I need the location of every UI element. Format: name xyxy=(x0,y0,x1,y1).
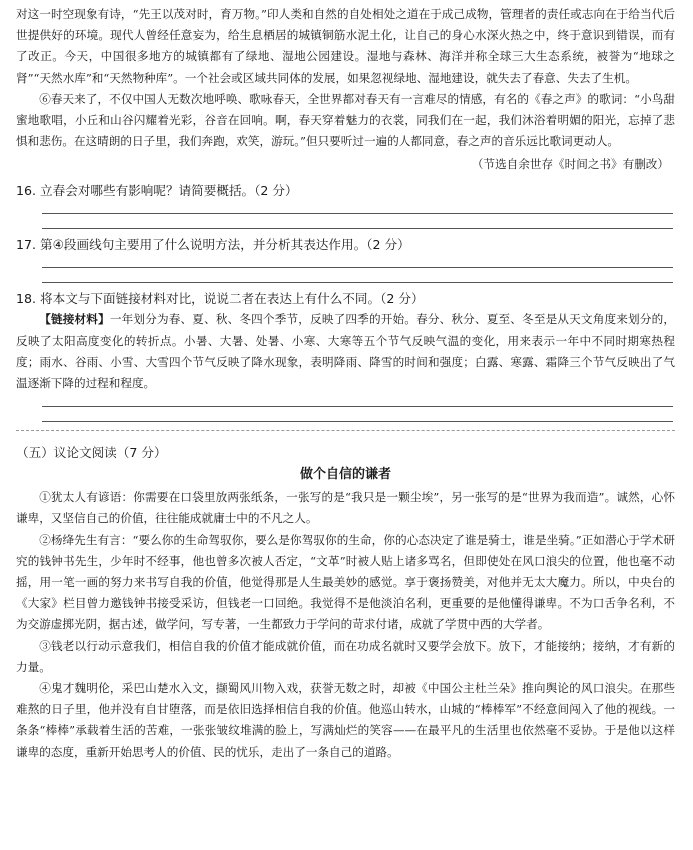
section-5-heading: （五）议论文阅读（7 分） xyxy=(16,445,167,461)
question-17: 17. 第④段画线句主要用了什么说明方法，并分析其表达作用。（2 分） xyxy=(16,237,410,253)
link-material-label: 【链接材料】 xyxy=(39,312,110,327)
section-divider xyxy=(16,430,675,431)
question-16: 16. 立春会对哪些有影响呢？请简要概括。（2 分） xyxy=(16,183,298,199)
article-paragraph-4: ④鬼才魏明伦，采巴山楚水入文，撷蜀风川物入戏，获誉无数之时，却被《中国公主杜兰朵》推向舆论的风口浪尖。在那些难熬的日子里，他并没有自甘堕落，而是依旧选择相信自我的价值。他巡山转水，山城的“棒棒军”不经意间闯入了他的视线。一条条“棒棒”承载着生活的苦难，一张张皱纹堆满的脸上，写满灿烂的笑容——在最平凡的生活里也依然毫不妥协。于是他以这样谦卑的态度，重新开始思考人的价值、民的忧乐，走出了一条自己的道路。 xyxy=(16,681,675,759)
answer-line[interactable] xyxy=(42,228,673,229)
link-material-text: 一年划分为春、夏、秋、冬四个季节，反映了四季的开始。春分、秋分、夏至、冬至是从天文角度来划分的，反映了太阳高度变化的转折点。小暑、大暑、处暑、小寒、大寒等五个节气反映气温的变化，用来表示一年中不同时期寒热程度；雨水、谷雨、小雪、大雪四个节气反映了降水现象，表明降雨、降雪的时间和强度；白露、寒露、霜降三个节气反映出了气温逐渐下降的过程和程度。 xyxy=(16,312,675,391)
article-paragraph-2: ②杨绛先生有言：“要么你的生命驾驭你，要么是你驾驭你的生命，你的心态决定了谁是骑士，谁是坐骑。”正如潜心于学术研究的钱钟书先生，少年时不经事，他也曾多次被人否定，“文革”时被人贴上诸多骂名，但即使处在风口浪尖的位置，他也毫不动摇，用一笔一画的努力来书写自我的价值，他觉得那是人生最美妙的感觉。享于褒扬赞美，对他并无太大魔力。所以，中央台的《大家》栏目曾力邀钱钟书接受采访，但钱老一口回绝。我觉得不是他淡泊名利，更重要的是他懂得谦卑。不为口舌争名利，不为交游虚掷光阴，据古述，做学问，写专著，一生都致力于学问的苛求付诸，成就了学贯中西的大学者。 xyxy=(16,532,675,632)
question-18: 18. 将本文与下面链接材料对比，说说二者在表达上有什么不同。（2 分） xyxy=(16,291,424,307)
passage-paragraph-6: ⑥春天来了，不仅中国人无数次地呼唤、歌咏春天，全世界都对春天有一言难尽的情感，有名的《春之声》的歌词：“小鸟甜蜜地歌唱，小丘和山谷闪耀着光彩，谷音在回响。啊，春天穿着魅力的衣裳，同我们在一起，我们沐浴着明媚的阳光，忘掉了悲惧和悲伤。在这晴朗的日子里，我们奔跑，欢笑，游玩。”但只要听过一遍的人都同意，春之声的音乐远比歌词更动人。 xyxy=(16,91,675,149)
passage-source: （节选自余世存《时间之书》有删改） xyxy=(471,157,669,172)
article-paragraph-3: ③钱老以行动示意我们，相信自我的价值才能成就价值，而在功成名就时又要学会放下。放下，才能接纳；接纳，才有新的力量。 xyxy=(16,638,675,674)
passage-paragraph-5: 对这一时空现象有诗，“先王以茂对时，育万物。”印人类和自然的自处相处之道在于成己成物，管理者的责任或志向在于给当代后世提供好的环境。现代人曾经任意妄为，给生息栖居的城镇铜筋水泥土化，让自己的身心水深火热之中，终于意识到错误，而有了改正。今天，中国很多地方的城镇都有了绿地、湿地公园建设。湿地与森林、海洋并称全球三大生态系统，被誉为“地球之肾”“天然水库”和“天然物种库”。一个社会或区域共同体的发展，如果忽视绿地、湿地建设，就失去了春意、失去了生机。 xyxy=(16,7,675,85)
answer-line[interactable] xyxy=(42,421,673,422)
article-paragraph-1: ①犹太人有谚语：你需要在口袋里放两张纸条，一张写的是“我只是一颗尘埃”，另一张写的是“世界为我而造”。诚然，心怀谦卑，又坚信自己的价值，往往能成就庸士中的不凡之人。 xyxy=(16,490,675,526)
article-title: 做个自信的谦者 xyxy=(299,467,391,483)
answer-line[interactable] xyxy=(42,282,673,283)
link-material xyxy=(16,309,675,394)
